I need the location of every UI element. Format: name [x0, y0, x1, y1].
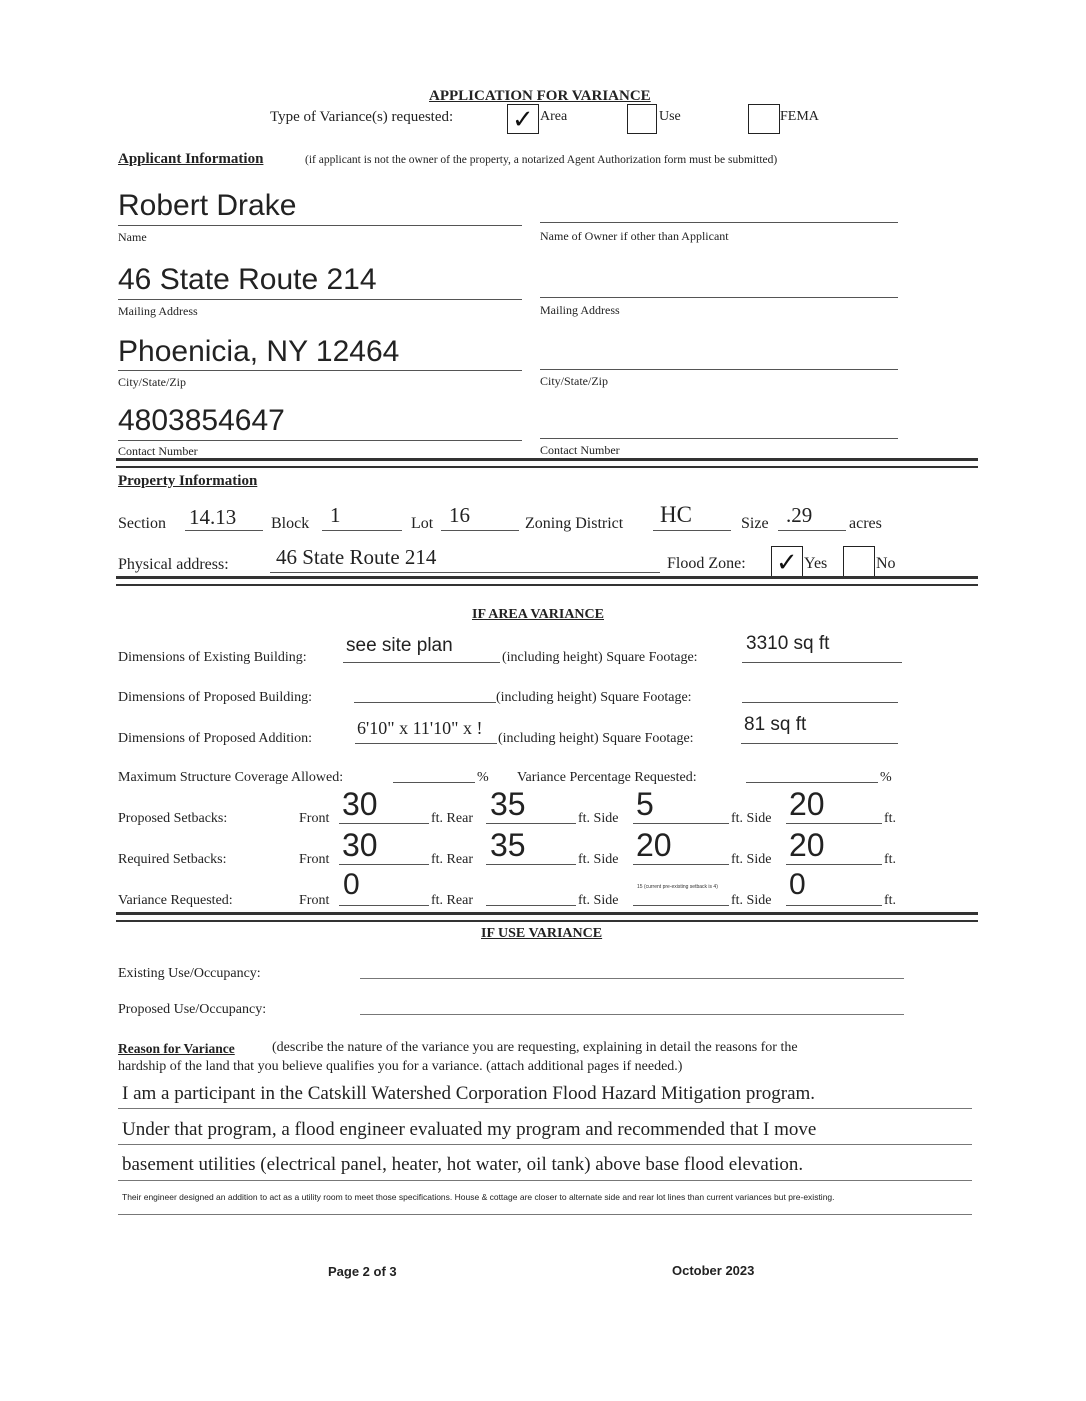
- proposed-addition-underline: [355, 743, 497, 744]
- addition-sqft-value: 81 sq ft: [744, 714, 807, 735]
- flood-no-checkbox[interactable]: [843, 546, 875, 578]
- use-checkbox[interactable]: [627, 104, 657, 134]
- section-underline: [185, 530, 263, 531]
- owner-name-underline: [540, 222, 898, 223]
- required-side2-value: 20: [789, 827, 825, 863]
- proposed-rear-underline: [486, 823, 576, 824]
- applicant-name-value: Robert Drake: [118, 189, 297, 222]
- variance-percent-underline: [746, 782, 878, 783]
- city-underline: [118, 370, 522, 371]
- ft-label: ft.: [884, 852, 897, 867]
- front-label: Front: [299, 852, 330, 867]
- size-unit: acres: [849, 515, 882, 532]
- proposed-side-underline: [633, 823, 729, 824]
- size-value: .29: [786, 503, 813, 527]
- contact-underline: [118, 440, 522, 441]
- proposed-side-value: 5: [636, 786, 654, 822]
- reason-heading: Reason for Variance: [118, 1041, 235, 1056]
- reason-line-2: Under that program, a flood engineer evaluated my program and recommended that I move: [122, 1119, 817, 1140]
- required-rear-value: 35: [490, 827, 526, 863]
- flood-yes-label: Yes: [804, 555, 828, 572]
- rear-label: ft. Rear: [431, 852, 473, 867]
- proposed-side2-value: 20: [789, 786, 825, 822]
- block-value: 1: [330, 503, 341, 527]
- lot-value: 16: [449, 503, 470, 527]
- proposed-building-underline: [354, 702, 496, 703]
- existing-use-label: Existing Use/Occupancy:: [118, 966, 261, 981]
- rear-label: ft. Rear: [431, 893, 473, 908]
- variance-front-underline: [339, 905, 429, 906]
- flood-no-label: No: [876, 555, 896, 572]
- form-title: APPLICATION FOR VARIANCE: [429, 88, 651, 104]
- applicant-heading: Applicant Information: [118, 151, 264, 167]
- address-underline: [118, 299, 522, 300]
- area-variance-heading: IF AREA VARIANCE: [472, 607, 604, 622]
- incl-height-label-1: (including height) Square Footage:: [502, 650, 698, 665]
- owner-city-state-zip-label: City/State/Zip: [540, 374, 608, 388]
- front-label: Front: [299, 811, 330, 826]
- proposed-side2-underline: [786, 823, 882, 824]
- reason-underline-1: [118, 1108, 972, 1109]
- proposed-sqft-underline: [742, 702, 898, 703]
- flood-yes-checkbox[interactable]: [771, 546, 803, 578]
- size-label: Size: [741, 515, 769, 532]
- side2-label: ft. Side: [731, 811, 772, 826]
- property-heading: Property Information: [118, 473, 258, 489]
- mailing-address-label: Mailing Address: [118, 304, 198, 318]
- required-setbacks-label: Required Setbacks:: [118, 852, 227, 867]
- variance-type-label: Type of Variance(s) requested:: [270, 109, 454, 125]
- ft-label: ft.: [884, 893, 897, 908]
- required-side2-underline: [786, 864, 882, 865]
- existing-use-underline: [360, 978, 904, 979]
- rear-label: ft. Rear: [431, 811, 473, 826]
- fema-checkbox[interactable]: [748, 104, 780, 134]
- owner-name-label: Name of Owner if other than Applicant: [540, 229, 729, 243]
- reason-underline-4: [118, 1214, 972, 1215]
- section-divider: [116, 912, 978, 922]
- side2-label: ft. Side: [731, 893, 772, 908]
- proposed-rear-value: 35: [490, 786, 526, 822]
- physical-address-label: Physical address:: [118, 556, 229, 573]
- owner-contact-number-label: Contact Number: [540, 443, 620, 457]
- side2-label: ft. Side: [731, 852, 772, 867]
- required-front-underline: [339, 864, 429, 865]
- block-label: Block: [271, 515, 310, 532]
- incl-height-label-3: (including height) Square Footage:: [498, 731, 694, 746]
- proposed-use-label: Proposed Use/Occupancy:: [118, 1002, 267, 1017]
- city-state-zip-value: Phoenicia, NY 12464: [118, 335, 400, 368]
- ft-label: ft.: [884, 811, 897, 826]
- existing-sqft-value: 3310 sq ft: [746, 633, 830, 654]
- flood-zone-label: Flood Zone:: [667, 555, 746, 572]
- lot-underline: [441, 530, 519, 531]
- proposed-addition-label: Dimensions of Proposed Addition:: [118, 731, 313, 746]
- section-divider: [116, 458, 978, 468]
- proposed-building-label: Dimensions of Proposed Building:: [118, 690, 313, 705]
- coverage-percent-sign: %: [477, 770, 489, 785]
- addition-sqft-underline: [741, 743, 898, 744]
- reason-small-line: Their engineer designed an addition to act as a utility room to meet those specifications. House & cottage are closer to alternate side and rear lot lines than current variances but pre-existing.: [122, 1192, 835, 1202]
- zoning-underline: [653, 530, 731, 531]
- owner-address-underline: [540, 297, 898, 298]
- variance-requested-label: Variance Requested:: [118, 893, 233, 908]
- use-option-label: Use: [659, 109, 681, 124]
- section-value: 14.13: [189, 505, 237, 529]
- zoning-value: HC: [660, 502, 692, 527]
- coverage-underline: [393, 782, 475, 783]
- applicant-note: (if applicant is not the owner of the property, a notarized Agent Authorization form must be submitted): [305, 154, 778, 166]
- contact-number-label: Contact Number: [118, 444, 198, 458]
- area-option-label: Area: [540, 109, 568, 124]
- required-side-value: 20: [636, 827, 672, 863]
- contact-number-value: 4803854647: [118, 404, 285, 437]
- variance-percent-sign: %: [880, 770, 892, 785]
- block-underline: [322, 530, 402, 531]
- footer-date: October 2023: [672, 1263, 755, 1278]
- section-label: Section: [118, 515, 166, 532]
- use-variance-heading: IF USE VARIANCE: [481, 926, 603, 941]
- physical-address-value: 46 State Route 214: [276, 545, 437, 569]
- name-label: Name: [118, 230, 147, 244]
- proposed-front-underline: [339, 823, 429, 824]
- city-state-zip-label: City/State/Zip: [118, 375, 186, 389]
- coverage-allowed-label: Maximum Structure Coverage Allowed:: [118, 770, 344, 785]
- owner-mailing-address-label: Mailing Address: [540, 303, 620, 317]
- existing-building-underline: [343, 662, 500, 663]
- physical-address-underline: [270, 572, 660, 573]
- proposed-addition-value: 6'10" x 11'10" x !: [357, 718, 483, 738]
- proposed-use-underline: [360, 1014, 904, 1015]
- name-underline: [118, 225, 522, 226]
- existing-building-value: see site plan: [346, 635, 453, 656]
- required-rear-underline: [486, 864, 576, 865]
- variance-side2-value: 0: [789, 868, 806, 901]
- existing-sqft-underline: [742, 662, 902, 663]
- front-label: Front: [299, 893, 330, 908]
- proposed-setbacks-label: Proposed Setbacks:: [118, 811, 228, 826]
- variance-front-value: 0: [343, 868, 360, 901]
- reason-line-3: basement utilities (electrical panel, heater, hot water, oil tank) above base flood elevation.: [122, 1154, 804, 1175]
- lot-label: Lot: [411, 515, 434, 532]
- mailing-address-value: 46 State Route 214: [118, 263, 377, 296]
- required-side-underline: [633, 864, 729, 865]
- variance-percent-label: Variance Percentage Requested:: [517, 770, 697, 785]
- proposed-front-value: 30: [342, 786, 378, 822]
- section-divider: [116, 576, 978, 586]
- reason-underline-3: [118, 1180, 972, 1181]
- required-front-value: 30: [342, 827, 378, 863]
- reason-instructions-2: hardship of the land that you believe qualifies you for a variance. (attach additional pages if needed.): [118, 1059, 683, 1074]
- size-underline: [778, 530, 846, 531]
- area-checkbox[interactable]: [507, 104, 539, 134]
- side-label: ft. Side: [578, 811, 619, 826]
- side-label: ft. Side: [578, 852, 619, 867]
- variance-side2-underline: [786, 905, 882, 906]
- variance-side-underline: [633, 905, 729, 906]
- variance-rear-underline: [486, 905, 576, 906]
- checkmark-icon: ✓: [512, 105, 534, 135]
- page-number: Page 2 of 3: [328, 1264, 397, 1279]
- checkmark-icon: ✓: [776, 548, 798, 578]
- incl-height-label-2: (including height) Square Footage:: [496, 690, 692, 705]
- zoning-label: Zoning District: [525, 515, 624, 532]
- reason-instructions-1: (describe the nature of the variance you are requesting, explaining in detail the reasons for the: [272, 1040, 798, 1055]
- owner-city-underline: [540, 369, 898, 370]
- fema-option-label: FEMA: [780, 109, 819, 124]
- reason-underline-2: [118, 1144, 972, 1145]
- side-note: 15 (current pre-existing setback is 4): [637, 884, 718, 890]
- reason-line-1: I am a participant in the Catskill Watershed Corporation Flood Hazard Mitigation program.: [122, 1083, 816, 1104]
- existing-building-label: Dimensions of Existing Building:: [118, 650, 307, 665]
- side-label: ft. Side: [578, 893, 619, 908]
- owner-contact-underline: [540, 438, 898, 439]
